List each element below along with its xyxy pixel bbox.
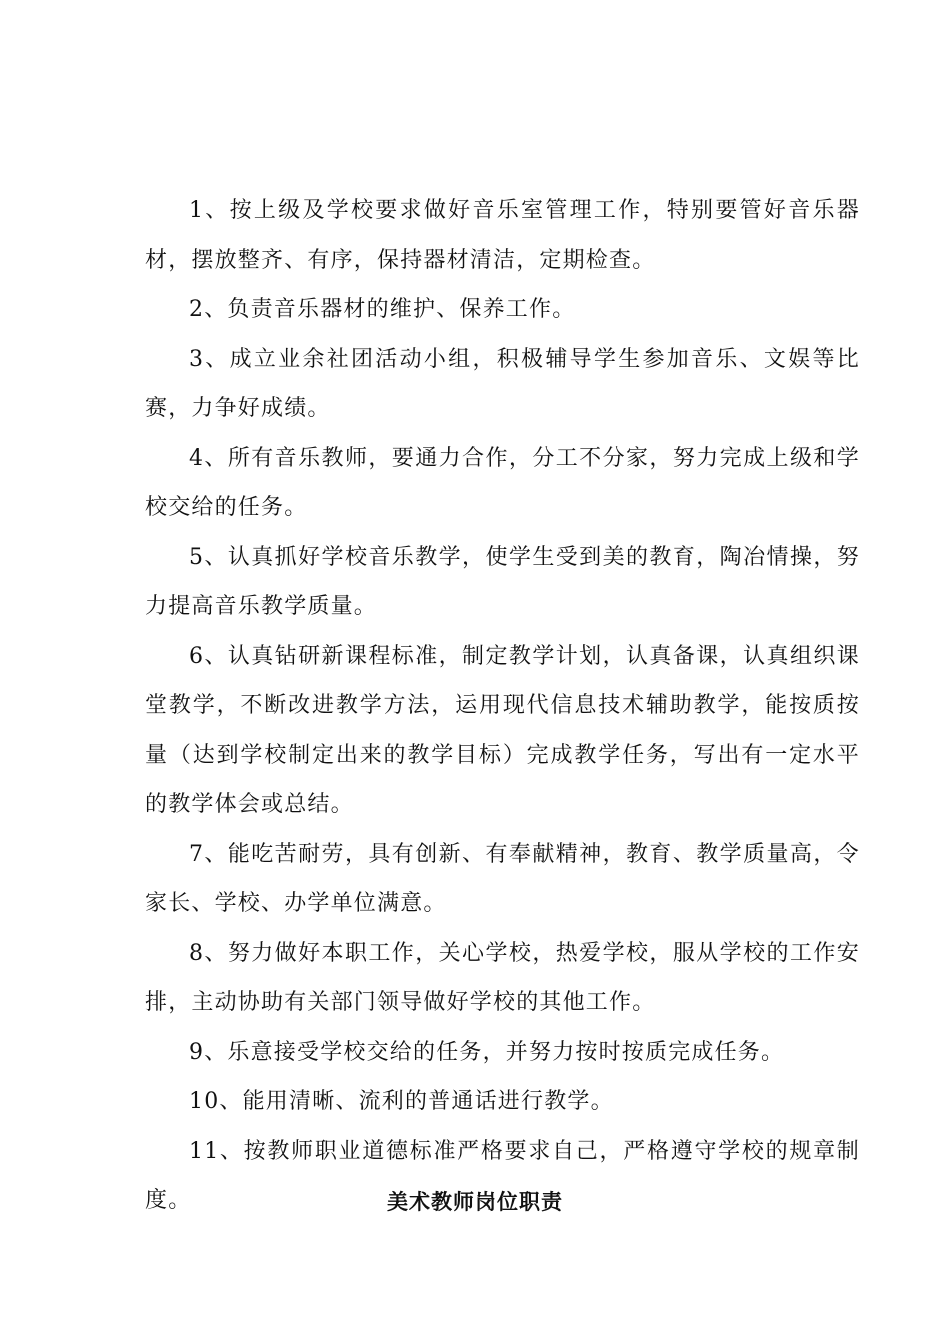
duty-item-4: 4、所有音乐教师，要通力合作，分工不分家，努力完成上级和学校交给的任务。 (145, 445, 860, 520)
duty-item-2: 2、负责音乐器材的维护、保养工作。 (189, 297, 576, 322)
duty-item-11: 11、按教师职业道德标准严格要求自己，严格遵守学校的规章制度。 (145, 1138, 860, 1213)
duty-item-1: 1、按上级及学校要求做好音乐室管理工作，特别要管好音乐器材，摆放整齐、有序，保持器材清洁，定期检查。 (145, 198, 860, 273)
duty-item-9: 9、乐意接受学校交给的任务，并努力按时按质完成任务。 (189, 1039, 785, 1065)
duty-item-5: 5、认真抓好学校音乐教学，使学生受到美的教育，陶冶情操，努力提高音乐教学质量。 (145, 544, 860, 619)
duty-item-10: 10、能用清晰、流利的普通话进行教学。 (189, 1089, 614, 1114)
duty-list (145, 186, 860, 1226)
duty-item-7: 7、能吃苦耐劳，具有创新、有奉献精神，教育、教学质量高，令家长、学校、办学单位满意。 (145, 841, 860, 916)
section-title: 美术教师岗位职责 (387, 1190, 563, 1214)
duty-item-3: 3、成立业余社团活动小组，积极辅导学生参加音乐、文娱等比赛，力争好成绩。 (145, 346, 860, 421)
duty-item-8: 8、努力做好本职工作，关心学校，热爱学校，服从学校的工作安排，主动协助有关部门领导做好学校的其他工作。 (145, 940, 860, 1015)
duty-item-6: 6、认真钻研新课程标准，制定教学计划，认真备课，认真组织课堂教学，不断改进教学方法，运用现代信息技术辅助教学，能按质按量（达到学校制定出来的教学目标）完成教学任务，写出有一定水平的教学体会或总结。 (145, 643, 860, 817)
